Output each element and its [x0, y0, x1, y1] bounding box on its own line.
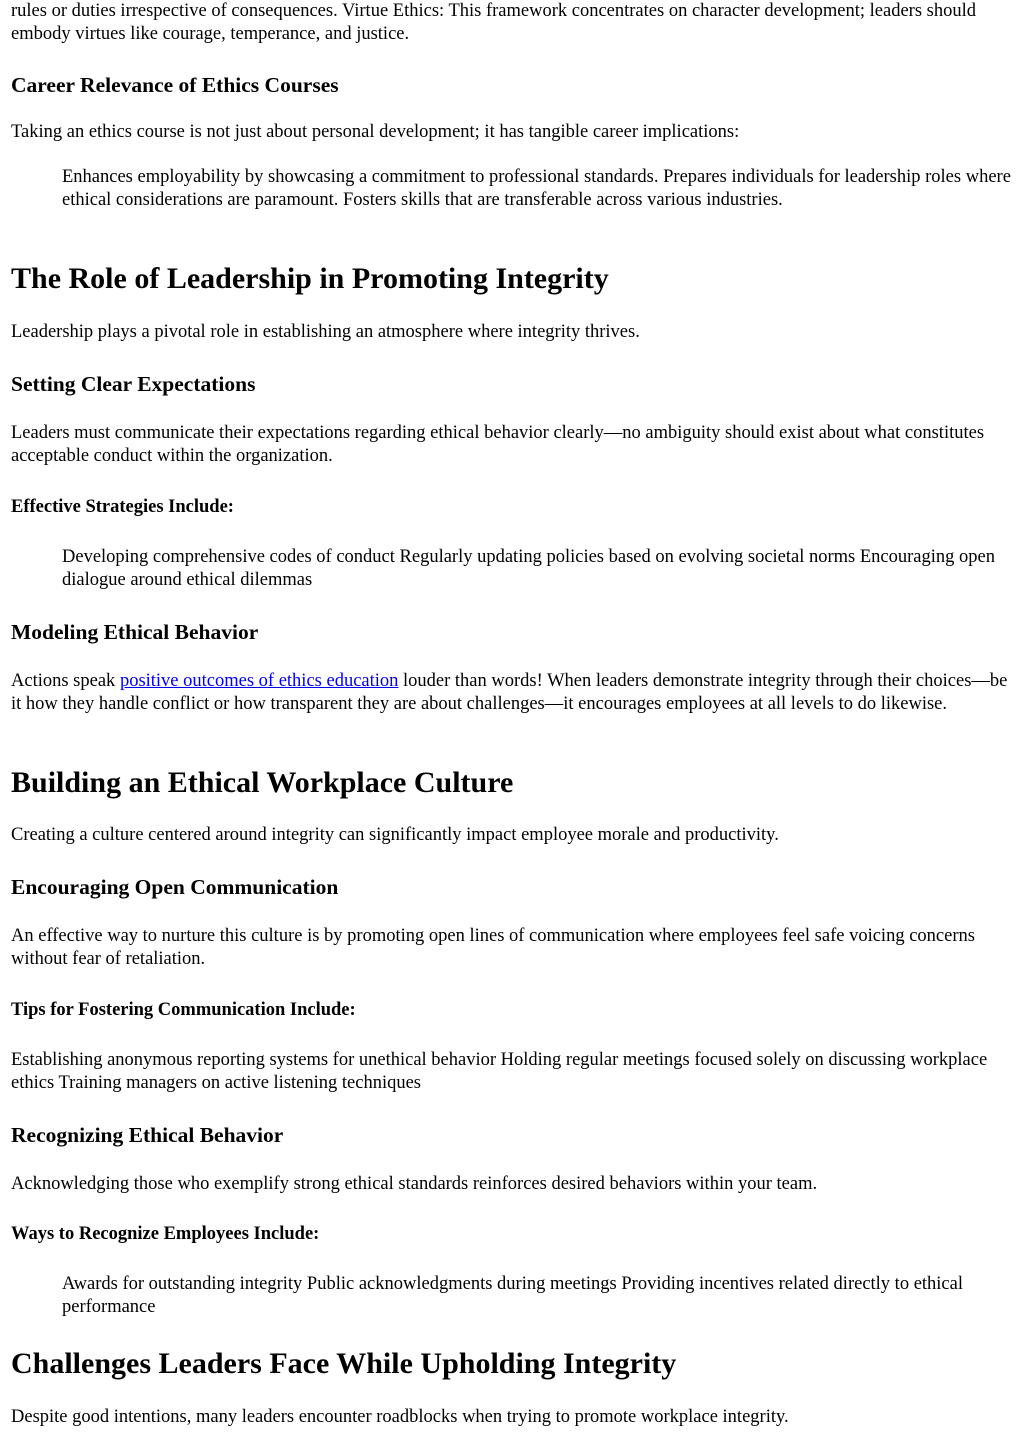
leadership-role-heading: The Role of Leadership in Promoting Integrity — [11, 262, 609, 295]
recognizing-behavior-paragraph: Acknowledging those who exemplify strong ethical standards reinforces desired behaviors within your team. — [11, 1174, 818, 1194]
clear-expectations-heading: Setting Clear Expectations — [11, 372, 256, 396]
communication-tips-paragraph: Establishing anonymous reporting systems for unethical behavior Holding regular meetings focused solely on discussing workplace ethics Training managers on active listening techniques — [11, 1050, 988, 1093]
intro-paragraph: rules or duties irrespective of consequences. Virtue Ethics: This framework concentrates on character development; leaders should embody virtues like courage, temperance, and justice. — [11, 1, 976, 44]
challenges-heading: Challenges Leaders Face While Upholding Integrity — [11, 1347, 677, 1380]
recognizing-behavior-heading: Recognizing Ethical Behavior — [11, 1123, 284, 1147]
challenges-paragraph: Despite good intentions, many leaders encounter roadblocks when trying to promote workplace integrity. — [11, 1407, 789, 1427]
career-relevance-paragraph: Taking an ethics course is not just about personal development; it has tangible career implications: — [11, 122, 740, 142]
career-relevance-heading: Career Relevance of Ethics Courses — [11, 73, 339, 97]
modeling-text-before: Actions speak — [11, 671, 120, 691]
effective-strategies-list: Developing comprehensive codes of conduct Regularly updating policies based on evolving societal norms Encouraging open dialogue around ethical dilemmas — [62, 547, 995, 590]
recognize-employees-heading: Ways to Recognize Employees Include: — [11, 1224, 320, 1244]
communication-tips-heading: Tips for Fostering Communication Include: — [11, 1000, 356, 1020]
career-benefits-list: Enhances employability by showcasing a commitment to professional standards. Prepares individuals for leadership roles where ethical considerations are paramount. Fosters skills that are transferable across various industries. — [62, 167, 1011, 210]
effective-strategies-heading: Effective Strategies Include: — [11, 497, 234, 517]
leadership-role-paragraph: Leadership plays a pivotal role in establishing an atmosphere where integrity thrives. — [11, 322, 640, 342]
workplace-culture-paragraph: Creating a culture centered around integrity can significantly impact employee morale and productivity. — [11, 825, 779, 845]
modeling-behavior-paragraph — [11, 670, 1016, 716]
workplace-culture-heading: Building an Ethical Workplace Culture — [11, 766, 514, 799]
open-communication-heading: Encouraging Open Communication — [11, 875, 339, 899]
clear-expectations-paragraph: Leaders must communicate their expectations regarding ethical behavior clearly—no ambiguity should exist about what constitutes acceptable conduct within the organization. — [11, 423, 985, 466]
modeling-behavior-heading: Modeling Ethical Behavior — [11, 620, 259, 644]
ethics-education-link[interactable]: positive outcomes of ethics education — [119, 671, 399, 691]
open-communication-paragraph: An effective way to nurture this culture is by promoting open lines of communication where employees feel safe voicing concerns without fear of retaliation. — [11, 926, 975, 969]
modeling-text-after: louder than words! When leaders demonstrate integrity through their choices—be it how they handle conflict or how transparent they are about challenges—it encourages employees at all levels to do likewise. — [11, 671, 1008, 714]
recognize-employees-list: Awards for outstanding integrity Public acknowledgments during meetings Providing incentives related directly to ethical performance — [62, 1274, 963, 1317]
